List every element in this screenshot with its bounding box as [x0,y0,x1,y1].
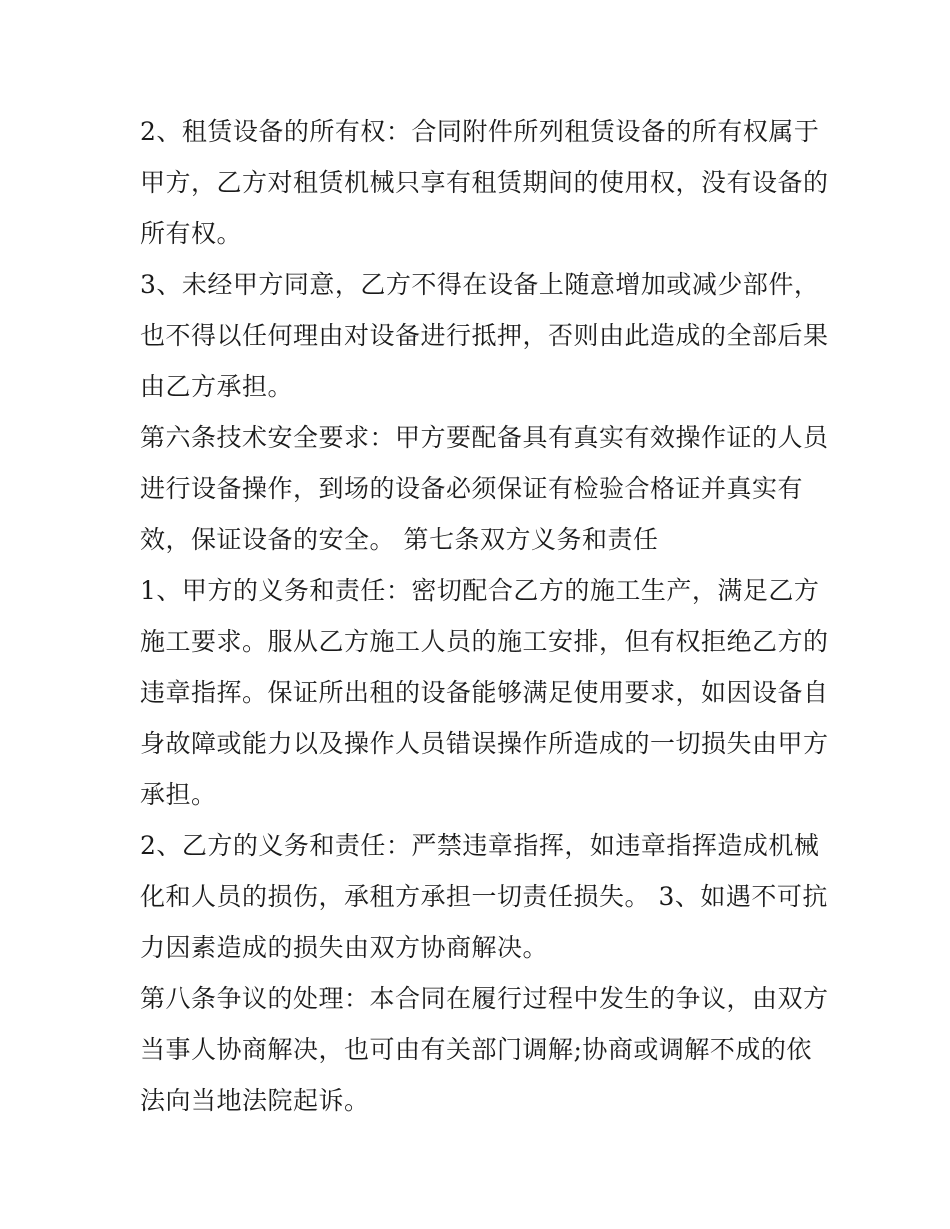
text-line: 甲方，乙方对租赁机械只享有租赁期间的使用权，没有设备的 [140,168,829,197]
text-line: 由乙方承担。 [140,372,294,401]
text-line: 第六条技术安全要求：甲方要配备具有真实有效操作证的人员 [140,423,829,452]
text-line: 承担。 [140,780,217,809]
text-line: 力因素造成的损失由双方协商解决。 [140,933,549,962]
text-line: 2、租赁设备的所有权：合同附件所列租赁设备的所有权属于 [140,117,820,146]
text-line: 效，保证设备的安全。 第七条双方义务和责任 [140,525,659,554]
text-line: 施工要求。服从乙方施工人员的施工安排，但有权拒绝乙方的 [140,627,829,656]
text-line: 也不得以任何理由对设备进行抵押，否则由此造成的全部后果 [140,321,829,350]
text-line: 违章指挥。保证所出租的设备能够满足使用要求，如因设备自 [140,678,829,707]
text-line: 法向当地法院起诉。 [140,1086,370,1115]
text-line: 1、甲方的义务和责任：密切配合乙方的施工生产，满足乙方 [140,576,820,605]
text-line: 化和人员的损伤，承租方承担一切责任损失。 3、如遇不可抗 [140,882,828,911]
text-line: 3、未经甲方同意，乙方不得在设备上随意增加或减少部件， [140,270,820,299]
text-line: 当事人协商解决，也可由有关部门调解;协商或调解不成的依 [140,1035,812,1064]
text-line: 所有权。 [140,219,243,248]
text-line: 身故障或能力以及操作人员错误操作所造成的一切损失由甲方 [140,729,829,758]
text-line: 2、乙方的义务和责任：严禁违章指挥，如违章指挥造成机械 [140,831,820,860]
text-line: 第八条争议的处理：本合同在履行过程中发生的争议，由双方 [140,984,829,1013]
text-line: 进行设备操作，到场的设备必须保证有检验合格证并真实有 [140,474,804,503]
document-body [140,106,829,1126]
